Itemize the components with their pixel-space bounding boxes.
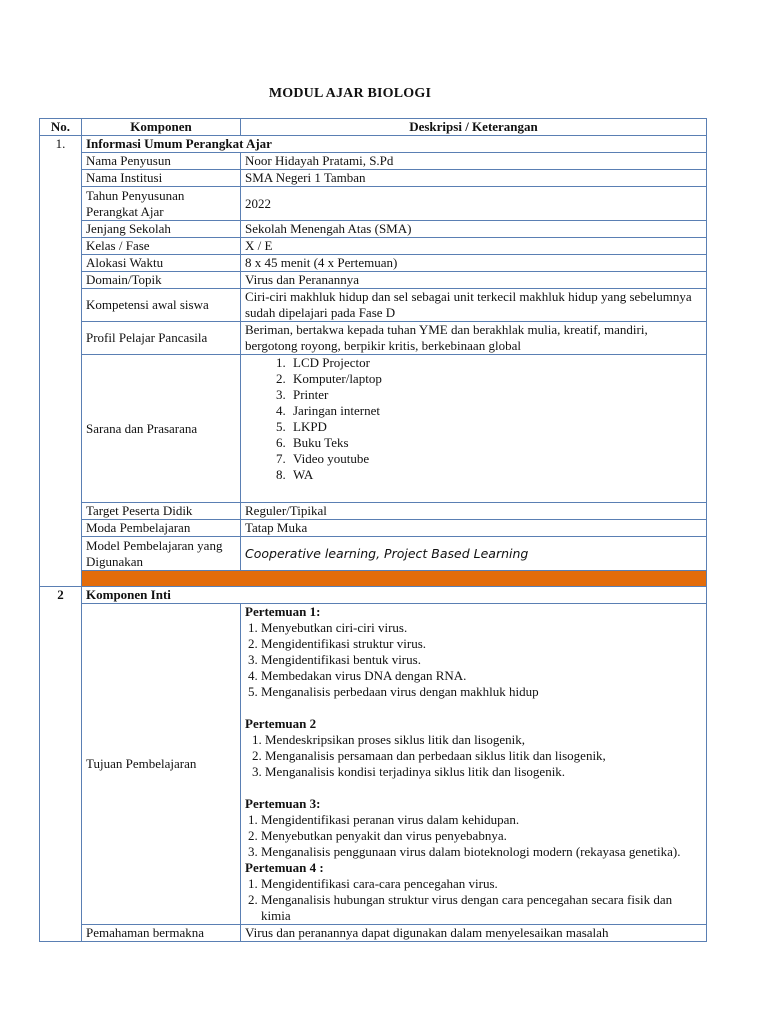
table-row xyxy=(40,503,707,520)
meeting-list xyxy=(245,620,702,700)
row-label: Pemahaman bermakna xyxy=(82,925,241,942)
row-label: Profil Pelajar Pancasila xyxy=(82,322,241,355)
section-1-row xyxy=(40,136,707,153)
row-value: 2022 xyxy=(241,187,707,221)
meeting-title: Pertemuan 1: xyxy=(245,604,321,619)
list-item: 4. Membedakan virus DNA dengan RNA. xyxy=(261,668,702,684)
row-value: X / E xyxy=(241,238,707,255)
list-item: 3. Printer xyxy=(289,387,702,403)
row-label: Moda Pembelajaran xyxy=(82,520,241,537)
row-label: Tahun Penyusunan Perangkat Ajar xyxy=(82,187,241,221)
header-komponen: Komponen xyxy=(82,119,241,136)
table-row xyxy=(40,238,707,255)
table-row xyxy=(40,255,707,272)
row-value: Noor Hidayah Pratami, S.Pd xyxy=(241,153,707,170)
list-item: 8. WA xyxy=(289,467,702,483)
section-2-row xyxy=(40,587,707,604)
row-label: Kelas / Fase xyxy=(82,238,241,255)
row-value: SMA Negeri 1 Tamban xyxy=(241,170,707,187)
list-item: 1. Mengidentifikasi cara-cara pencegahan virus. xyxy=(261,876,702,892)
row-label: Alokasi Waktu xyxy=(82,255,241,272)
list-item: 3. Mengidentifikasi bentuk virus. xyxy=(261,652,702,668)
meeting-title: Pertemuan 3: xyxy=(245,796,321,811)
list-item: 1. Mendeskripsikan proses siklus litik dan lisogenik, xyxy=(265,732,702,748)
document-title: MODUL AJAR BIOLOGI xyxy=(268,86,432,101)
row-value: Sekolah Menengah Atas (SMA) xyxy=(241,221,707,238)
list-item: 2. Menganalisis hubungan struktur virus dengan cara pencegahan secara fisik dan kimia xyxy=(261,892,702,924)
list-item: 1. Menyebutkan ciri-ciri virus. xyxy=(261,620,702,636)
header-row xyxy=(40,119,707,136)
row-label: Nama Institusi xyxy=(82,170,241,187)
section-1-number: 1. xyxy=(40,136,82,587)
table-row xyxy=(40,537,707,571)
row-label: Kompetensi awal siswa xyxy=(82,289,241,322)
section-divider xyxy=(40,571,707,587)
row-label: Target Peserta Didik xyxy=(82,503,241,520)
table-row xyxy=(40,221,707,238)
row-label: Jenjang Sekolah xyxy=(82,221,241,238)
module-table xyxy=(39,118,707,942)
meeting-title: Pertemuan 4 : xyxy=(245,860,324,875)
list-item: 1. LCD Projector xyxy=(289,355,702,371)
list-item: 2. Komputer/laptop xyxy=(289,371,702,387)
list-item: 2. Mengidentifikasi struktur virus. xyxy=(261,636,702,652)
section-2-number: 2 xyxy=(40,587,82,942)
row-label: Nama Penyusun xyxy=(82,153,241,170)
list-item: 6. Buku Teks xyxy=(289,435,702,451)
table-row xyxy=(40,322,707,355)
list-item: 7. Video youtube xyxy=(289,451,702,467)
header-deskripsi: Deskripsi / Keterangan xyxy=(241,119,707,136)
row-value: Beriman, bertakwa kepada tuhan YME dan berakhlak mulia, kreatif, mandiri, bergotong royong, berpikir kritis, berkebinaan global xyxy=(241,322,707,355)
list-item: 5. LKPD xyxy=(289,419,702,435)
row-value: Virus dan peranannya dapat digunakan dalam menyelesaikan masalah xyxy=(241,925,707,942)
list-item: 1. Mengidentifikasi peranan virus dalam kehidupan. xyxy=(261,812,702,828)
list-item: 4. Jaringan internet xyxy=(289,403,702,419)
row-label: Tujuan Pembelajaran xyxy=(82,604,241,925)
meeting-title: Pertemuan 2 xyxy=(245,716,317,731)
table-row xyxy=(40,272,707,289)
row-value: 8 x 45 menit (4 x Pertemuan) xyxy=(241,255,707,272)
row-label: Domain/Topik xyxy=(82,272,241,289)
sarana-list xyxy=(245,355,702,483)
table-row xyxy=(40,153,707,170)
list-item: 2. Menyebutkan penyakit dan virus penyebabnya. xyxy=(261,828,702,844)
table-row xyxy=(40,520,707,537)
sarana-list-cell xyxy=(241,355,707,503)
list-item: 5. Menganalisis perbedaan virus dengan makhluk hidup xyxy=(261,684,702,700)
meeting-list xyxy=(245,876,702,924)
list-item: 2. Menganalisis persamaan dan perbedaan siklus litik dan lisogenik, xyxy=(265,748,702,764)
sarana-row xyxy=(40,355,707,503)
pemahaman-row xyxy=(40,925,707,942)
meeting-list xyxy=(245,812,702,860)
meeting-list xyxy=(245,732,702,780)
list-item: 3. Menganalisis kondisi terjadinya siklus litik dan lisogenik. xyxy=(265,764,702,780)
row-value: Reguler/Tipikal xyxy=(241,503,707,520)
section-1-title: Informasi Umum Perangkat Ajar xyxy=(82,136,707,153)
tujuan-row xyxy=(40,604,707,925)
row-value: Cooperative learning, Project Based Learning xyxy=(241,537,707,571)
table-row xyxy=(40,187,707,221)
row-value: Virus dan Peranannya xyxy=(241,272,707,289)
tujuan-cell xyxy=(241,604,707,925)
divider-bar xyxy=(82,571,707,587)
table-row xyxy=(40,170,707,187)
section-2-title: Komponen Inti xyxy=(82,587,707,604)
list-item: 3. Menganalisis penggunaan virus dalam bioteknologi modern (rekayasa genetika). xyxy=(261,844,702,860)
row-value: Tatap Muka xyxy=(241,520,707,537)
table-row xyxy=(40,289,707,322)
row-value: Ciri-ciri makhluk hidup dan sel sebagai unit terkecil makhluk hidup yang sebelumnya sudah dipelajari pada Fase D xyxy=(241,289,707,322)
row-label: Sarana dan Prasarana xyxy=(82,355,241,503)
header-no: No. xyxy=(40,119,82,136)
row-label: Model Pembelajaran yang Digunakan xyxy=(82,537,241,571)
